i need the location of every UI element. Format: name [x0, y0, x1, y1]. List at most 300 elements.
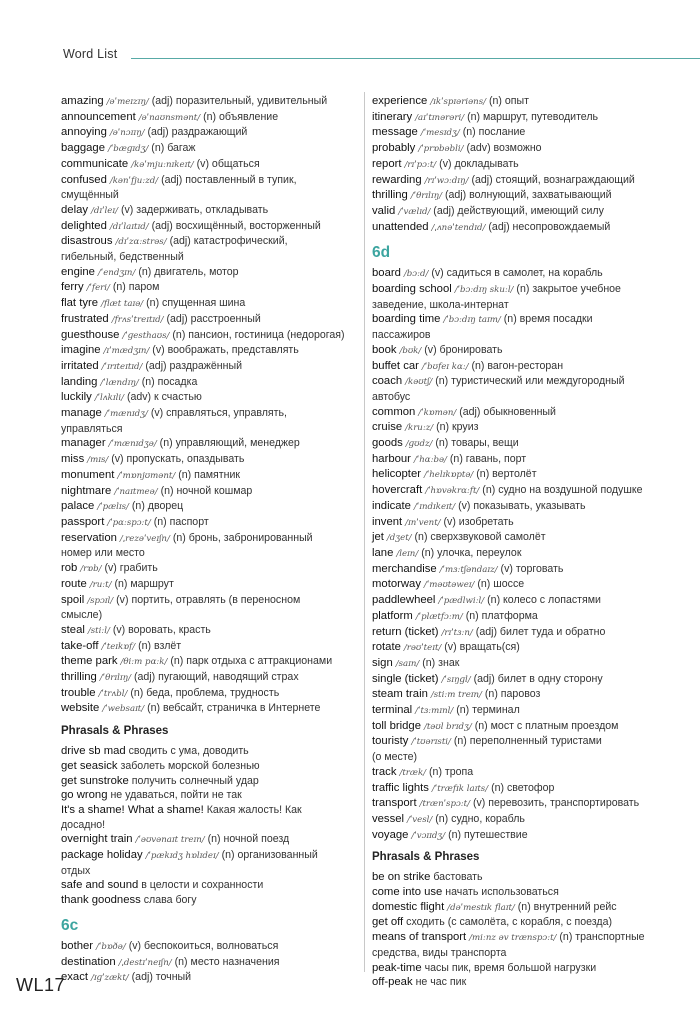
entry-word: engine [61, 265, 95, 278]
entry-definition: (n) товары, вещи [435, 437, 519, 450]
word-entry [61, 939, 359, 955]
word-entry [61, 110, 359, 126]
entry-word: boarding school [372, 283, 452, 296]
word-entry [372, 975, 692, 990]
word-entry [372, 930, 692, 960]
entry-definition: (n) судно на воздушной подушке [482, 484, 643, 497]
entry-pronunciation: /əˈmeɪzɪŋ/ [106, 97, 149, 107]
entry-definition: (v) справляться, управлять, управляться [61, 407, 287, 435]
entry-definition: Какая жалость! Как досадно! [61, 803, 302, 831]
word-entry [61, 484, 359, 500]
entry-definition: (n) улочка, переулок [421, 546, 522, 559]
entry-word: overnight train [61, 833, 133, 846]
entry-pronunciation: /træk/ [399, 767, 427, 778]
page-header-title: Word List [63, 47, 118, 61]
entry-definition: (v) вращать(ся) [444, 641, 520, 654]
entry-word: disastrous [61, 235, 113, 248]
word-entry [372, 577, 692, 593]
word-entry [61, 577, 359, 593]
entry-definition: (adj) билет туда и обратно [475, 625, 606, 638]
entry-word: toll bridge [372, 719, 421, 732]
entry-word: invent [372, 515, 403, 528]
entry-definition: часы пик, время большой нагрузки [424, 961, 597, 974]
entry-word: motorway [372, 578, 421, 591]
entry-pronunciation: /ˈmɜːtʃəndaɪz/ [439, 564, 498, 575]
entry-word: touristy [372, 735, 409, 748]
entry-word: report [372, 157, 402, 170]
entry-definition: (n) организованный отдых [61, 849, 318, 877]
entry-definition: (n) светофор [491, 781, 555, 794]
entry-word: peak-time [372, 961, 422, 974]
word-entry [61, 670, 359, 686]
word-entry [372, 546, 692, 562]
entry-definition: (n) гавань, порт [449, 452, 527, 465]
entry-definition: бастовать [433, 871, 483, 884]
word-entry [372, 828, 692, 844]
entry-definition: (adj) билет в одну сторону [473, 672, 603, 685]
word-entry [61, 173, 359, 203]
entry-definition: (v) грабить [104, 562, 158, 575]
word-entry [372, 625, 692, 641]
word-entry [61, 893, 359, 908]
entry-pronunciation: /aɪˈtɪnərəri/ [415, 112, 465, 123]
entry-word: palace [61, 500, 95, 513]
entry-word: paddlewheel [372, 594, 436, 607]
entry-word: traffic lights [372, 781, 429, 794]
word-entry [61, 654, 359, 670]
entry-definition: (v) докладывать [439, 157, 519, 170]
entry-definition: (n) паспорт [153, 515, 209, 528]
word-entry [372, 110, 692, 126]
entry-pronunciation: /ruːt/ [89, 579, 112, 590]
entry-word: common [372, 405, 416, 418]
entry-pronunciation: /ˈbɔːdɪŋ skuːl/ [454, 285, 514, 296]
entry-pronunciation: /ˈlændɪŋ/ [100, 377, 139, 388]
entry-word: baggage [61, 142, 105, 155]
word-entry [372, 343, 692, 359]
entry-pronunciation: /ɪˈmædʒɪn/ [103, 346, 150, 357]
word-entry [61, 312, 359, 328]
entry-pronunciation: /əˈnɔɪɪŋ/ [109, 128, 145, 139]
entry-pronunciation: /ˈtrʌbl/ [98, 688, 128, 699]
entry-word: harbour [372, 452, 411, 465]
entry-word: message [372, 126, 418, 139]
word-entry [61, 878, 359, 893]
entry-pronunciation: /ˈmænɪdʒə/ [108, 439, 157, 450]
word-entry [372, 703, 692, 719]
word-entry [372, 141, 692, 157]
entry-word: platform [372, 609, 413, 622]
entry-word: route [61, 577, 87, 590]
entry-word: book [372, 343, 397, 356]
entry-definition: (n) круиз [436, 421, 479, 434]
entry-word: single (ticket) [372, 672, 439, 685]
entry-definition: (n) закрытое учебное заведение, школа-интернат [372, 283, 621, 311]
entry-word: amazing [61, 95, 104, 107]
word-entry [372, 562, 692, 578]
entry-definition: (n) знак [422, 656, 460, 669]
word-entry [61, 234, 359, 264]
entry-word: be on strike [372, 871, 431, 884]
word-entry [372, 765, 692, 781]
entry-pronunciation: /spɔɪl/ [87, 595, 114, 606]
entry-pronunciation: /ˈtʊərɪsti/ [411, 737, 451, 748]
entry-definition: (n) мост с платным проездом [474, 719, 619, 732]
entry-word: board [372, 267, 401, 280]
entry-word: sign [372, 656, 393, 669]
left-phrases-title: Phrasals & Phrases [61, 725, 169, 738]
entry-definition: (n) посадка [141, 375, 198, 388]
entry-definition: (adj) точный [131, 971, 192, 984]
word-entry [61, 515, 359, 531]
word-entry [372, 436, 692, 452]
entry-definition: (n) сверхзвуковой самолёт [414, 531, 546, 544]
word-entry [372, 530, 692, 546]
entry-definition: (n) багаж [151, 142, 196, 155]
page-number: WL17 [16, 975, 66, 995]
entry-definition: (n) вертолёт [476, 468, 537, 481]
word-entry [61, 468, 359, 484]
entry-pronunciation: /ˈpɑːspɔːt/ [107, 517, 151, 528]
word-entry [61, 157, 359, 173]
entry-pronunciation: /ˈplætfɔːm/ [415, 611, 463, 622]
word-entry [372, 157, 692, 173]
entry-word: take-off [61, 639, 99, 652]
entry-word: thank goodness [61, 894, 141, 907]
entry-word: probably [372, 142, 416, 155]
word-entry [61, 970, 359, 986]
entry-pronunciation: /ˈθrɪlɪŋ/ [410, 191, 443, 202]
left-entries-list [61, 94, 359, 717]
entry-word: spoil [61, 593, 85, 606]
entry-definition: (n) паровоз [484, 688, 541, 701]
entry-pronunciation: /rɪˈtɜːn/ [441, 627, 473, 638]
word-entry [61, 803, 359, 832]
word-entry [372, 672, 692, 688]
word-entry [372, 483, 692, 499]
entry-word: steam train [372, 688, 428, 701]
entry-definition: (adj) катастрофический, гибельный, бедственный [61, 235, 288, 264]
entry-pronunciation: /saɪn/ [395, 658, 420, 669]
entry-definition: (n) объявление [203, 110, 279, 123]
entry-pronunciation: /ˈɪndɪkeɪt/ [413, 501, 456, 512]
entry-word: miss [61, 453, 85, 466]
entry-word: track [372, 765, 397, 778]
entry-word: indicate [372, 499, 411, 512]
entry-pronunciation: /ˈferi/ [86, 283, 110, 294]
entry-pronunciation: /ˈbʊfeɪ kɑː/ [421, 361, 469, 372]
entry-definition: (n) колесо с лопастями [487, 594, 601, 607]
entry-word: return (ticket) [372, 625, 439, 638]
entry-definition: (n) путешествие [448, 828, 528, 841]
entry-word: communicate [61, 157, 129, 170]
entry-definition: получить солнечный удар [131, 774, 259, 787]
entry-definition: (n) двигатель, мотор [138, 265, 239, 278]
word-entry [372, 125, 692, 141]
entry-pronunciation: /ˈhɑːbə/ [413, 454, 447, 465]
word-entry [61, 848, 359, 878]
entry-pronunciation: /rɪˈwɔːdɪŋ/ [424, 175, 469, 186]
entry-pronunciation: /trænˈspɔːt/ [419, 799, 471, 810]
entry-word: drive sb mad [61, 745, 126, 758]
entry-pronunciation: /ˈbɒðə/ [96, 941, 126, 952]
word-entry [372, 885, 692, 900]
entry-definition: (n) транспортные средства, виды транспорта [372, 931, 645, 959]
entry-pronunciation: /təʊl brɪdʒ/ [423, 721, 472, 732]
word-entry [372, 656, 692, 672]
entry-pronunciation: /ˈtræfɪk laɪts/ [431, 783, 489, 794]
entry-definition: (n) маршрут, путеводитель [467, 110, 599, 123]
entry-word: domestic flight [372, 900, 445, 913]
entry-definition: (adj) раздражающий [147, 126, 248, 139]
entry-definition: (adj) несопровождаемый [488, 220, 611, 233]
entry-definition: (n) взлёт [138, 639, 182, 652]
entry-definition: (v) изобретать [443, 515, 514, 528]
entry-word: merchandise [372, 562, 437, 575]
entry-word: rob [61, 562, 78, 575]
word-entry [372, 593, 692, 609]
entry-word: luckily [61, 391, 92, 404]
entry-word: delighted [61, 219, 107, 232]
word-entry [61, 328, 359, 344]
entry-definition: (n) терминал [456, 704, 520, 717]
entry-pronunciation: /ˈhelɪkɒptə/ [423, 470, 474, 481]
entry-pronunciation: /ɪnˈvent/ [405, 517, 441, 528]
entry-pronunciation: /ɪɡˈzækt/ [90, 973, 129, 984]
right-phrases-title: Phrasals & Phrases [372, 851, 480, 864]
entry-pronunciation: /ˈkɒmən/ [418, 407, 457, 418]
word-entry [372, 173, 692, 189]
word-entry [61, 623, 359, 639]
entry-definition: (v) воровать, красть [112, 623, 211, 636]
word-entry [61, 531, 359, 561]
entry-definition: (v) торговать [500, 562, 564, 575]
word-entry [372, 204, 692, 220]
entry-word: exact [61, 971, 89, 984]
entry-word: safe and sound [61, 879, 139, 892]
word-entry [61, 774, 359, 789]
entry-pronunciation: /leɪn/ [396, 548, 419, 559]
entry-pronunciation: /ˈməʊtəweɪ/ [423, 580, 475, 591]
entry-pronunciation: /əˈnaʊnsmənt/ [138, 112, 201, 123]
entry-word: flat tyre [61, 297, 99, 310]
entry-pronunciation: /ˈbɔːdɪŋ taɪm/ [443, 315, 501, 326]
entry-word: delay [61, 203, 89, 216]
entry-definition: (adv) к счастью [126, 391, 202, 404]
entry-definition: сходить (с самолёта, с корабля, с поезда) [406, 916, 613, 929]
entry-word: theme park [61, 655, 118, 668]
word-entry [372, 640, 692, 656]
unit-6c-heading: 6c [61, 916, 79, 934]
word-entry [372, 900, 692, 916]
right-phrases-list [372, 870, 692, 990]
entry-word: package holiday [61, 849, 143, 862]
word-entry [372, 266, 692, 282]
word-entry [61, 701, 359, 717]
word-entry [372, 609, 692, 625]
word-entry [61, 452, 359, 468]
entry-definition: (n) управляющий, менеджер [159, 437, 300, 450]
entry-pronunciation: /ˈlʌkɪli/ [94, 393, 124, 404]
entry-word: get off [372, 916, 404, 929]
entry-word: rotate [372, 641, 401, 654]
entry-pronunciation: /ˈɡesthaʊs/ [122, 330, 170, 341]
entry-pronunciation: /ˈbæɡɪdʒ/ [107, 144, 149, 155]
word-entry [372, 499, 692, 515]
entry-word: passport [61, 515, 105, 528]
entry-word: terminal [372, 704, 413, 717]
entry-pronunciation: /dɪˈlaɪtɪd/ [109, 221, 149, 232]
word-entry [372, 359, 692, 375]
entry-pronunciation: /flæt taɪə/ [101, 299, 144, 310]
entry-word: reservation [61, 531, 117, 544]
entry-word: jet [372, 531, 384, 544]
word-entry [61, 296, 359, 312]
entry-word: thrilling [372, 189, 408, 202]
word-entry [372, 781, 692, 797]
entry-definition: (n) платформа [465, 609, 538, 622]
word-entry [372, 734, 692, 764]
entry-word: coach [372, 375, 403, 388]
entry-definition: (adj) волнующий, захватывающий [444, 189, 612, 202]
entry-pronunciation: /kəʊtʃ/ [405, 377, 433, 388]
entry-definition: (adv) возможно [466, 142, 542, 155]
entry-definition: (v) пропускать, опаздывать [111, 453, 245, 466]
header-rule [131, 58, 700, 59]
unit-6d-list [372, 266, 692, 843]
column-divider [364, 92, 365, 972]
entry-definition: (v) бронировать [424, 343, 503, 356]
entry-definition: (n) судно, корабль [435, 812, 525, 825]
entry-word: off-peak [372, 976, 413, 989]
word-entry [61, 265, 359, 281]
word-entry [372, 796, 692, 812]
entry-definition: (v) садиться в самолет, на корабль [431, 267, 603, 280]
entry-pronunciation: /ˈpækɪdʒ hɒlɪdeɪ/ [145, 851, 219, 862]
word-entry [61, 744, 359, 759]
entry-pronunciation: /ˈwebsaɪt/ [102, 704, 145, 715]
entry-pronunciation: /bɔːd/ [403, 269, 429, 280]
entry-word: goods [372, 437, 403, 450]
entry-word: vessel [372, 812, 405, 825]
left-column [61, 94, 359, 986]
entry-word: manage [61, 407, 102, 420]
entry-definition: (n) вебсайт, страничка в Интернете [147, 702, 321, 715]
word-entry [61, 203, 359, 219]
entry-definition: (n) дворец [131, 500, 184, 513]
entry-pronunciation: /ˈvælɪd/ [398, 206, 431, 217]
word-entry [61, 955, 359, 971]
entry-word: announcement [61, 110, 136, 123]
word-entry [61, 141, 359, 157]
entry-definition: (n) ночной кошмар [160, 484, 253, 497]
entry-word: buffet car [372, 359, 419, 372]
entry-pronunciation: /ˈəʊvənaɪt treɪn/ [135, 835, 205, 846]
entry-pronunciation: /ˈnaɪtmeə/ [114, 486, 158, 497]
entry-word: boarding time [372, 313, 441, 326]
entry-definition: (n) вагон-ресторан [471, 359, 564, 372]
entry-definition: (n) переполненный туристами (о месте) [372, 735, 602, 764]
entry-definition: (adj) расстроенный [166, 312, 261, 325]
entry-pronunciation: /ˌrezəˈveɪʃn/ [119, 533, 170, 544]
entry-definition: (v) показывать, указывать [458, 499, 586, 512]
word-entry [61, 359, 359, 375]
entry-word: destination [61, 955, 116, 968]
entry-pronunciation: /ˈtɜːmɪnl/ [415, 706, 454, 717]
entry-word: guesthouse [61, 328, 120, 341]
entry-pronunciation: /stiːl/ [87, 625, 110, 636]
entry-word: get sunstroke [61, 774, 129, 787]
entry-pronunciation: /ˈvesl/ [406, 814, 433, 825]
entry-word: thrilling [61, 671, 97, 684]
word-entry [61, 390, 359, 406]
entry-word: monument [61, 468, 115, 481]
entry-pronunciation: /mɪs/ [87, 455, 109, 466]
entry-pronunciation: /ˈɪrɪteɪtɪd/ [101, 361, 143, 372]
entry-definition: сводить с ума, доводить [128, 745, 249, 758]
word-entry [372, 312, 692, 342]
entry-word: nightmare [61, 484, 112, 497]
entry-word: irritated [61, 359, 99, 372]
entry-definition: (n) опыт [488, 95, 529, 107]
word-entry [372, 915, 692, 930]
entry-definition: (n) паром [112, 281, 160, 294]
word-entry [372, 812, 692, 828]
word-entry [61, 436, 359, 452]
right-column [372, 94, 692, 990]
entry-definition: (adj) пугающий, наводящий страх [133, 671, 299, 684]
entry-definition: (adj) обыкновенный [459, 405, 556, 418]
entry-pronunciation: /ˌdestɪˈneɪʃn/ [118, 957, 172, 968]
word-entry [372, 961, 692, 976]
entry-definition: (n) туристический или междугородный автобус [372, 375, 625, 403]
word-entry [372, 94, 692, 110]
entry-pronunciation: /ˌʌnəˈtendɪd/ [431, 222, 486, 233]
entry-definition: (adj) поразительный, удивительный [151, 95, 328, 107]
entry-definition: (v) воображать, представлять [152, 344, 299, 357]
entry-word: frustrated [61, 312, 109, 325]
entry-definition: (n) тропа [429, 765, 474, 778]
entry-definition: (n) бронь, забронированный номер или место [61, 531, 313, 560]
entry-definition: (n) ночной поезд [207, 833, 290, 846]
entry-definition: (n) маршрут [114, 577, 174, 590]
unit-6d-heading: 6d [372, 244, 391, 262]
entry-pronunciation: /kənˈfjuːzd/ [109, 175, 159, 186]
entry-definition: (v) общаться [196, 157, 260, 170]
entry-word: imagine [61, 344, 101, 357]
entry-word: valid [372, 204, 396, 217]
word-entry [372, 467, 692, 483]
word-entry [372, 282, 692, 312]
entry-definition: (n) время посадки пассажиров [372, 313, 593, 342]
word-entry [372, 220, 692, 236]
entry-pronunciation: /frʌsˈtreɪtɪd/ [111, 314, 164, 325]
entry-word: manager [61, 437, 106, 450]
entry-pronunciation: /rəʊˈteɪt/ [403, 643, 442, 654]
entry-word: website [61, 702, 100, 715]
entry-word: means of transport [372, 931, 467, 944]
entry-pronunciation: /ˈsɪŋɡl/ [441, 674, 471, 685]
entry-definition: (n) шоссе [477, 578, 525, 591]
entry-pronunciation: /dɪˈleɪ/ [90, 205, 119, 216]
word-entry [372, 870, 692, 885]
entry-definition: (adj) раздражённый [145, 359, 242, 372]
entry-definition: (n) внутренний рейс [517, 900, 617, 913]
entry-definition: слава богу [143, 894, 197, 907]
entry-word: rewarding [372, 173, 422, 186]
entry-word: get seasick [61, 759, 118, 772]
entry-definition: (n) беда, проблема, трудность [130, 686, 280, 699]
